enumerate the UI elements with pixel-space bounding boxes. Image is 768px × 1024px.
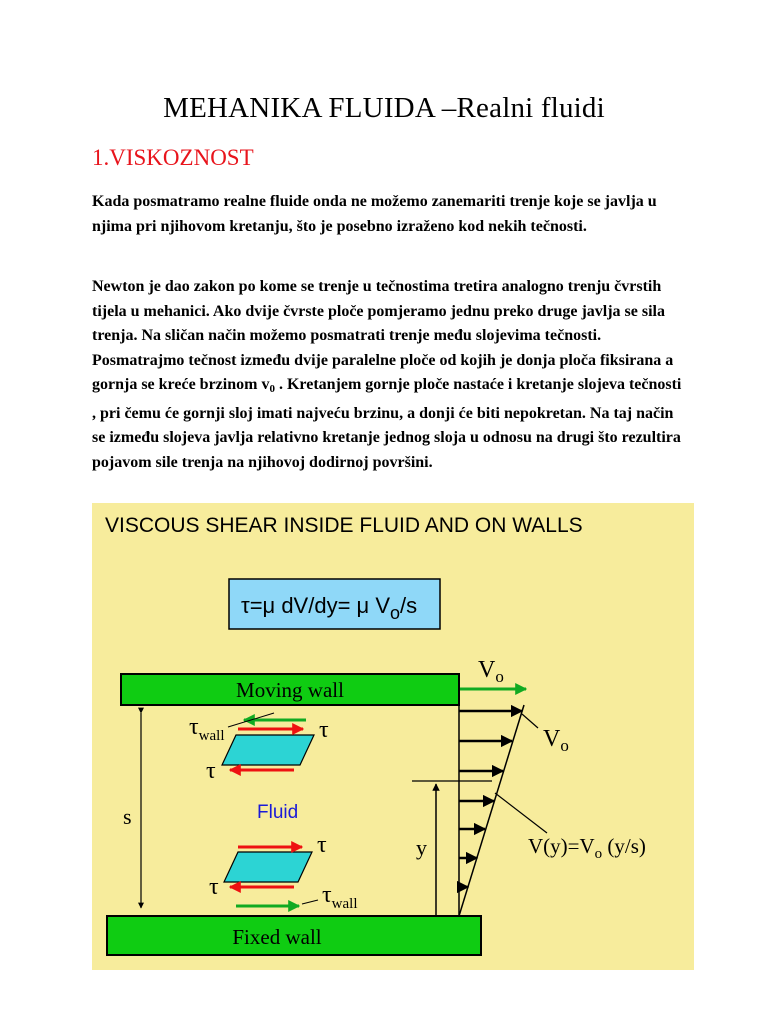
paragraph-2-text-b: . Kretanjem gornje ploče nastaće i kretanje slojeva tečnosti , pri čemu će gornji sloj imati najveću brzinu, a donji će biti nepokretan. Na taj način se između slojeva javlja relativno kretanje jednog sloja u odnosu na drugi što rezultira pojavom sile trenja na njihovoj dodirnoj površini.	[92, 376, 682, 471]
lower-tau-right: τ	[317, 832, 327, 858]
viscous-shear-figure	[92, 503, 694, 970]
lower-tau-left: τ	[209, 874, 219, 900]
s-label: s	[123, 804, 132, 829]
upper-fluid-element	[222, 735, 314, 765]
v0-leader	[522, 714, 538, 728]
fixed-wall-label: Fixed wall	[232, 925, 322, 949]
figure-canvas	[92, 503, 694, 970]
paragraph-2-subscript: 0	[269, 383, 275, 395]
lower-tau-wall: $\tau_{wall}$	[322, 882, 358, 912]
moving-wall-label: Moving wall	[236, 678, 344, 702]
formula-main: τ=μ dV/dy= μ V	[241, 593, 391, 618]
formula-tail: /s	[400, 593, 418, 618]
y-label: y	[416, 835, 427, 860]
upper-tau-left: τ	[206, 758, 216, 784]
upper-tau-wall: $\tau_{wall}$	[189, 714, 225, 744]
section-heading: 1.VISKOZNOST	[92, 145, 254, 170]
v0-side-label: $V_o$	[543, 726, 569, 755]
formula-sub: o	[390, 603, 401, 623]
lower-tau-wall-leader	[302, 900, 318, 904]
upper-tau-right: τ	[319, 717, 329, 743]
figure-title: VISCOUS SHEAR INSIDE FLUID AND ON WALLS	[105, 514, 583, 537]
profile-formula: $V(y)=V_o$ (y/s)	[528, 834, 646, 862]
paragraph-1: Kada posmatramo realne fluide onda ne možemo zanemariti trenje koje se javlja u njima pri njihovom kretanju, što je posebno izraženo kod nekih tečnosti.	[92, 193, 657, 235]
profile-leader	[495, 793, 547, 833]
fluid-label: Fluid	[257, 802, 299, 823]
v0-top-label: $V_o$	[478, 657, 504, 686]
lower-fluid-element	[224, 852, 312, 882]
paragraph-2-text-a: Newton je dao zakon po kome se trenje u tečnostima tretira analogno trenju čvrstih tijela u mehanici. Ako dvije čvrste ploče pomjeramo jednu preko druge javlja se sila trenja. Na sličan način možemo posmatrati trenje među slojevima tečnosti. Posmatrajmo tečnost između dvije paralelne ploče od kojih je donja ploča fiksirana a gornja se kreće brzinom v	[92, 278, 674, 393]
profile-diagonal	[459, 705, 524, 916]
page-title: MEHANIKA FLUIDA –Realni fluidi	[163, 92, 605, 124]
paragraph-2	[92, 275, 682, 475]
